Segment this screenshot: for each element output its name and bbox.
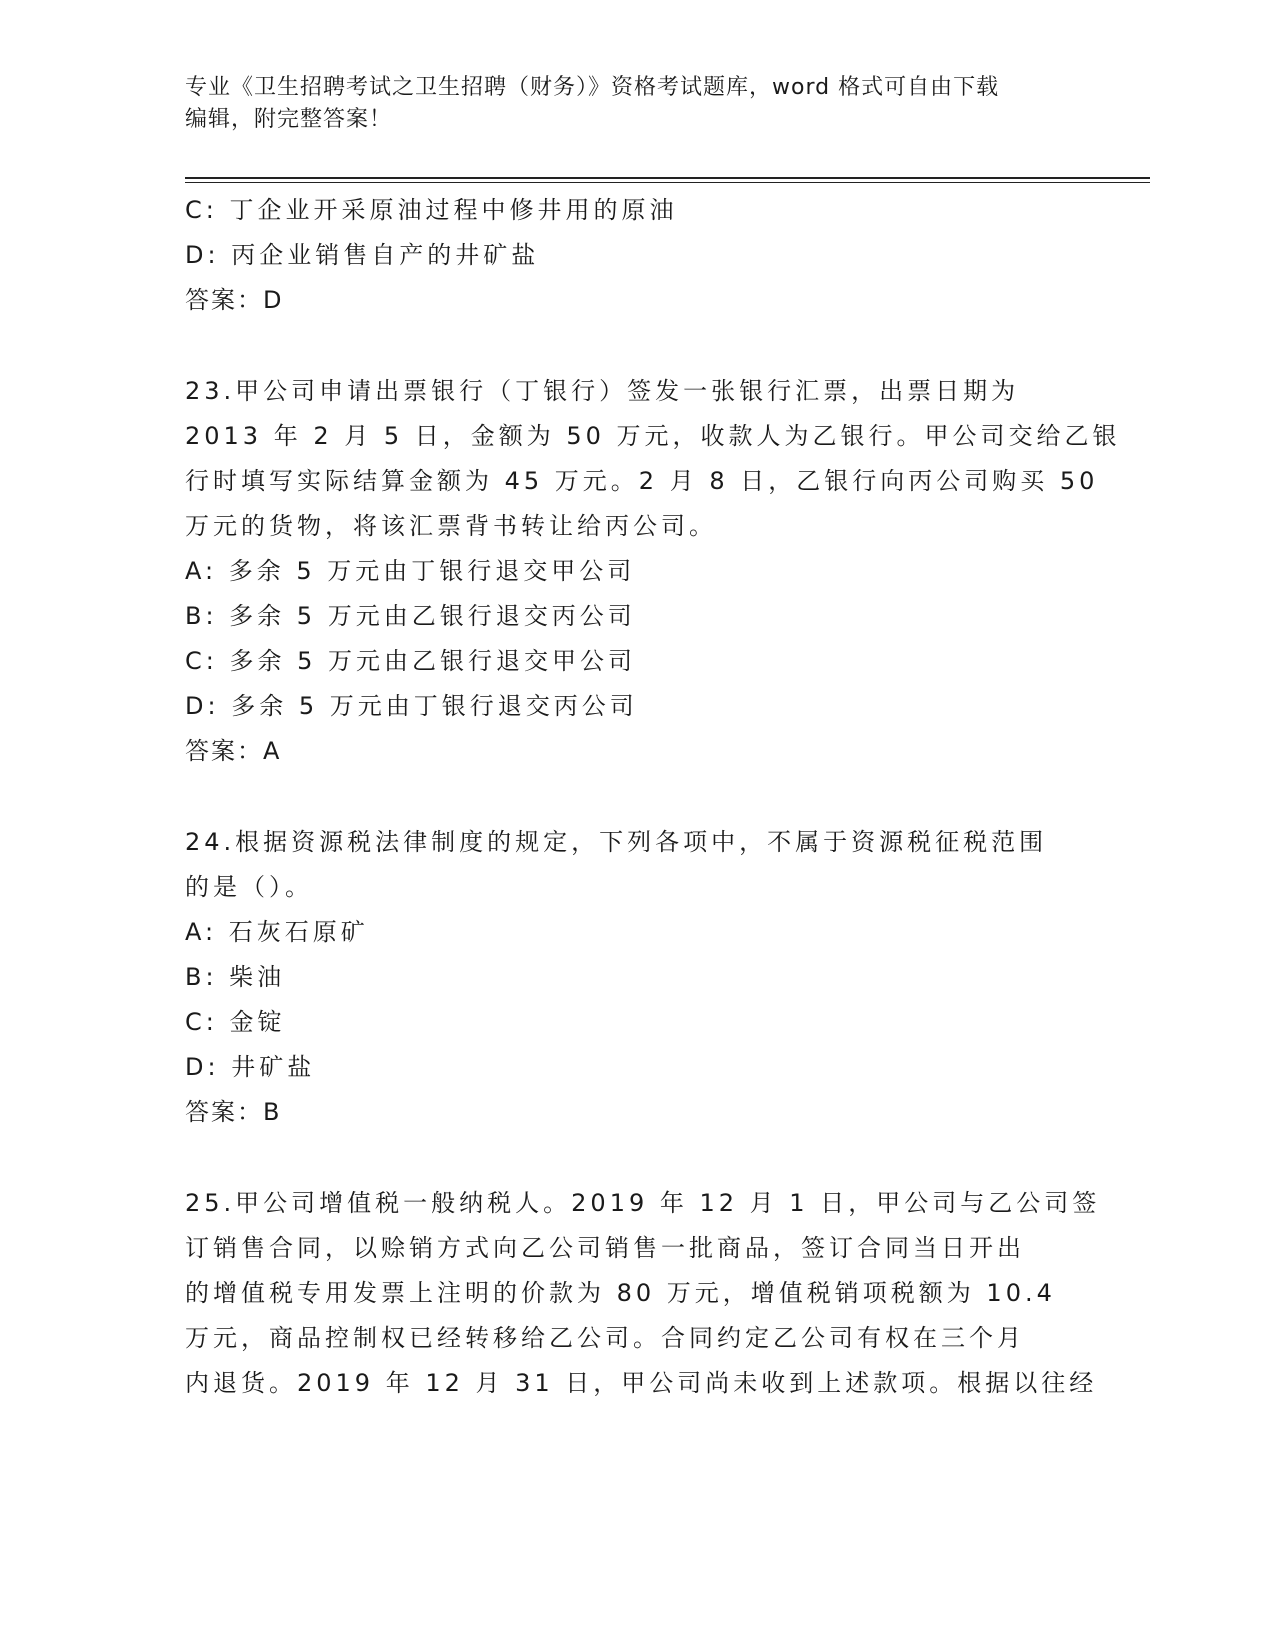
previous-question-tail — [185, 188, 1085, 323]
question-text-line: 内退货。2019 年 12 月 31 日，甲公司尚未收到上述款项。根据以往经 — [185, 1369, 1098, 1397]
answer: 答案：A — [185, 737, 282, 765]
option-c: C: 金锭 — [185, 1008, 286, 1036]
option-b: B: 多余 5 万元由乙银行退交丙公司 — [185, 602, 636, 630]
option-d: D: 多余 5 万元由丁银行退交丙公司 — [185, 692, 638, 720]
question-text-line: 23.甲公司申请出票银行（丁银行）签发一张银行汇票，出票日期为 — [185, 377, 1020, 405]
question-text-line: 24.根据资源税法律制度的规定，下列各项中，不属于资源税征税范围 — [185, 828, 1048, 856]
option-a: A: 石灰石原矿 — [185, 918, 369, 946]
answer: 答案：D — [185, 286, 284, 314]
question-text-line: 2013 年 2 月 5 日，金额为 50 万元，收款人为乙银行。甲公司交给乙银 — [185, 422, 1121, 450]
question-24 — [185, 820, 1085, 1135]
answer: 答案：B — [185, 1098, 282, 1126]
question-text-line: 行时填写实际结算金额为 45 万元。2 月 8 日，乙银行向丙公司购买 50 — [185, 467, 1099, 495]
option-c: C: 多余 5 万元由乙银行退交甲公司 — [185, 647, 636, 675]
option-d: D: 井矿盐 — [185, 1053, 316, 1081]
option-c: C: 丁企业开采原油过程中修井用的原油 — [185, 196, 678, 224]
header-rule-thick — [185, 177, 1150, 179]
header-line-2: 编辑，附完整答案！ — [185, 107, 393, 132]
question-text-line: 万元的货物，将该汇票背书转让给丙公司。 — [185, 512, 717, 540]
question-content — [185, 188, 1121, 1406]
option-d: D: 丙企业销售自产的井矿盐 — [185, 241, 540, 269]
option-b: B: 柴油 — [185, 963, 286, 991]
question-25 — [185, 1181, 1101, 1406]
question-text-line: 的增值税专用发票上注明的价款为 80 万元，增值税销项税额为 10.4 — [185, 1279, 1056, 1307]
question-text-line: 的是（）。 — [185, 873, 313, 901]
question-text-line: 订销售合同，以赊销方式向乙公司销售一批商品，签订合同当日开出 — [185, 1234, 1025, 1262]
header-rule-thin — [185, 182, 1150, 183]
option-a: A: 多余 5 万元由丁银行退交甲公司 — [185, 557, 636, 585]
question-23 — [185, 369, 1121, 774]
question-text-line: 25.甲公司增值税一般纳税人。2019 年 12 月 1 日，甲公司与乙公司签 — [185, 1189, 1101, 1217]
header-line-1: 专业《卫生招聘考试之卫生招聘（财务）》资格考试题库，word 格式可自由下载 — [185, 75, 1000, 100]
page-header — [185, 72, 1065, 136]
question-text-line: 万元，商品控制权已经转移给乙公司。合同约定乙公司有权在三个月 — [185, 1324, 1025, 1352]
